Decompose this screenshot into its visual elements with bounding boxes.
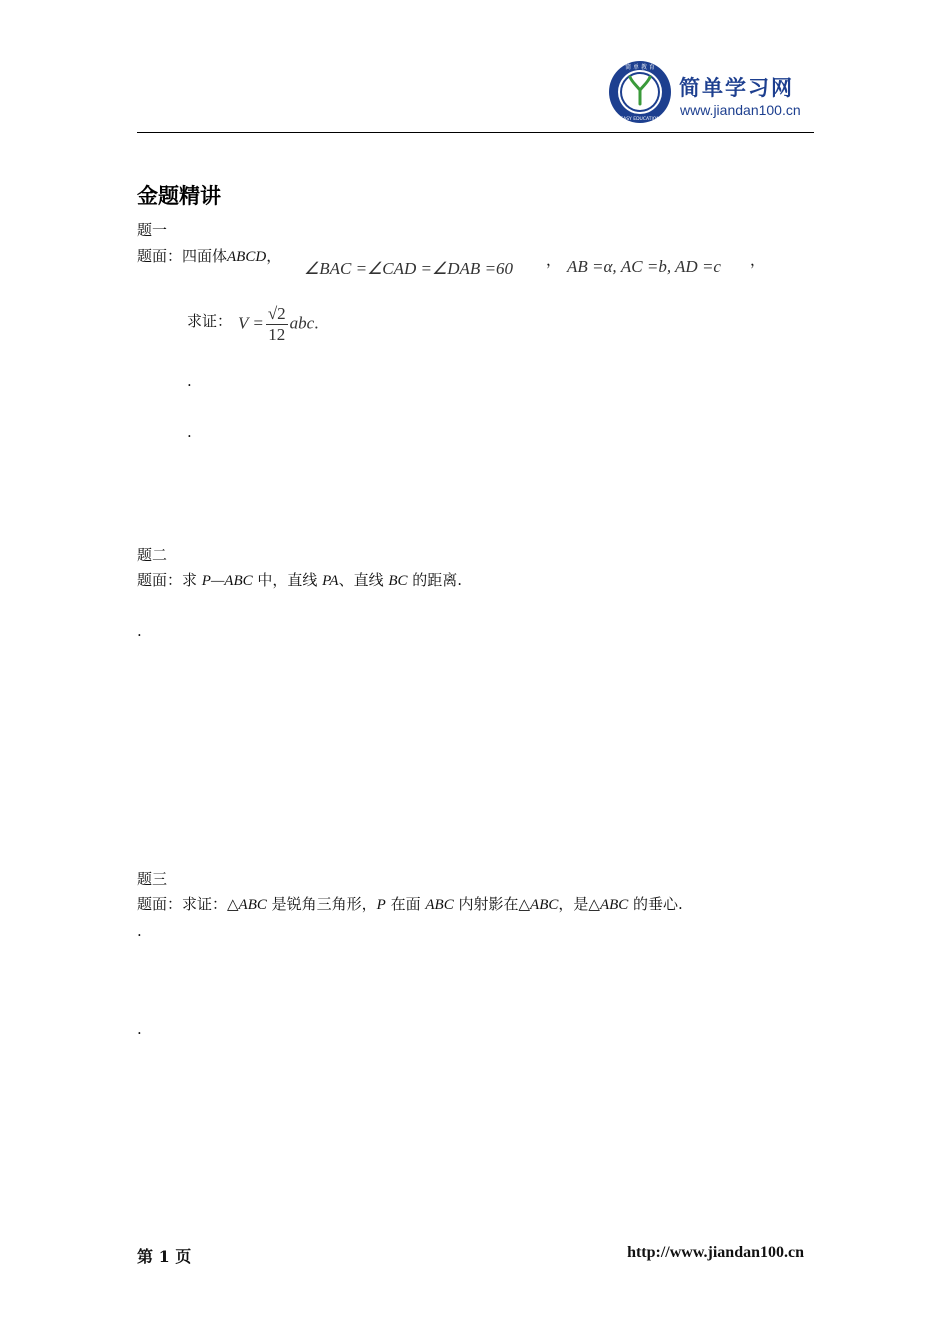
brand-name: 简单学习网 (679, 76, 794, 100)
volume-formula: V = $\frac{√2}{12}$ abc. (238, 304, 319, 344)
formula-numerator: √2 (267, 304, 286, 323)
problem-2-label: 题二 (137, 546, 168, 564)
problem-1-label: 题一 (137, 221, 168, 239)
problem-1-sep: ， (266, 247, 282, 265)
blank-dot: . (137, 1020, 142, 1038)
section-title: 金题精讲 (137, 184, 221, 208)
problem-2-statement: 题面：求 P—ABC 中，直线 PA、直线 BC 的距离. (137, 571, 463, 589)
blank-dot: . (137, 922, 142, 940)
easy-education-logo (608, 60, 672, 124)
proof-label: 求证： (187, 312, 233, 330)
footer-url: http://www.jiandan100.cn (627, 1244, 804, 1261)
formula-denominator: 12 (268, 325, 286, 344)
problem-1-prefix: 题面：四面体 (137, 247, 228, 265)
problem-3-statement: 题面：求证：△ABC 是锐角三角形，P 在面 ABC 内射影在△ABC，是△ABC 的垂心. (137, 895, 683, 913)
svg-text:EASY EDUCATION: EASY EDUCATION (620, 117, 660, 122)
blank-dot: . (187, 423, 192, 441)
length-condition: AB =α, AC =b, AD =c (567, 257, 721, 276)
problem-1-statement (137, 247, 281, 266)
tetrahedron-name: ABCD (227, 249, 267, 265)
angle-condition: ∠BAC =∠CAD =∠DAB =60 (304, 259, 514, 278)
comma-1: ， (546, 251, 562, 269)
blank-dot: . (137, 622, 142, 640)
header-rule (137, 132, 814, 133)
problem-3-label: 题三 (137, 870, 168, 888)
comma-2: ， (750, 251, 766, 269)
svg-text:简 单 教 育: 简 单 教 育 (625, 64, 655, 71)
page-number: 第 1 页 (137, 1247, 192, 1266)
brand-url: www.jiandan100.cn (680, 102, 801, 118)
blank-dot: . (187, 372, 192, 390)
